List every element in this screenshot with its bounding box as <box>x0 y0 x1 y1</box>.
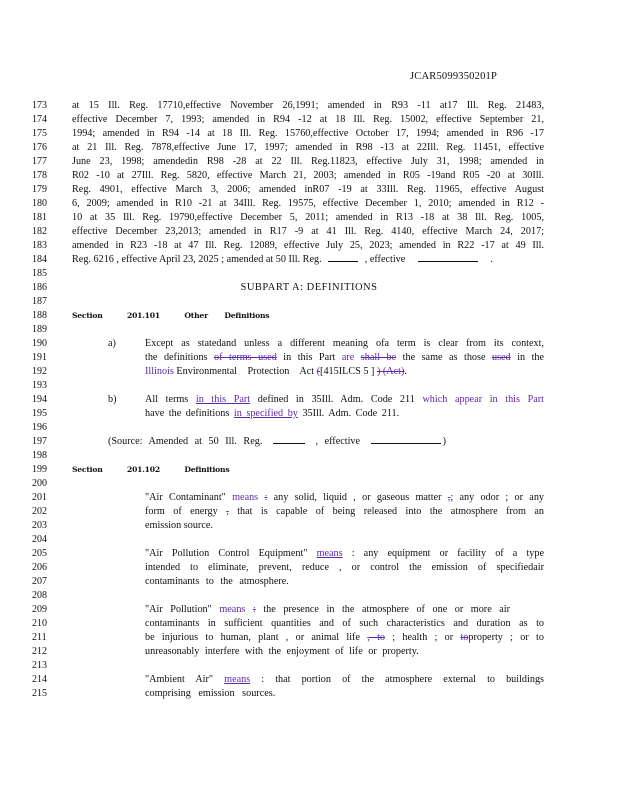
def-air-pollution-control-205: 205 "Air Pollution Control Equipment" means : any equipment or facility of a type <box>32 548 544 559</box>
def-air-contaminant-201: 201 "Air Contaminant" means : any solid, liquid , or gaseous matter ,; any odor ; or any <box>32 492 544 503</box>
inserted-text: means <box>219 604 246 615</box>
source-note: 197 (Source: Amended at 50 Ill. Reg. , effective ) <box>32 436 446 447</box>
history-line <box>0 225 618 239</box>
para-a-line-190: 190 a) Except as statedand unless a different meaning ofa term is clear from its context, <box>32 338 544 349</box>
inserted-text: which appear in this Part <box>422 394 544 405</box>
history-text: at 15 Ill. Reg. 17710,effective November 26,1991; amended in R93 -11 at17 Ill. Reg. 21483, <box>72 100 544 111</box>
inserted-text: in this Part <box>195 394 251 405</box>
line-187: 187 <box>32 296 47 307</box>
blank-effective-date <box>418 261 478 262</box>
line-number: 183 <box>32 240 47 251</box>
history-line <box>0 113 618 127</box>
para-b-line-195: 195 have the definitions in specified by 35Ill. Adm. Code 211. <box>32 408 400 419</box>
history-text: effective December 23,2013; amended in R17 -9 at 41 Ill. Reg. 4140, effective March 24, 2017; <box>72 226 544 237</box>
para-a-line-192: 192 Illinois Environmental Protection Act ([415ILCS 5 ] ) (Act). <box>32 366 407 377</box>
deleted-text: , <box>226 506 229 517</box>
history-line <box>0 99 618 113</box>
deleted-text: ( <box>316 366 321 377</box>
line-number: 181 <box>32 212 47 223</box>
history-line <box>0 239 618 253</box>
history-line <box>0 141 618 155</box>
def-ambient-air-214: 214 "Ambient Air" means : that portion of the atmosphere external to buildings <box>32 674 544 685</box>
deleted-text: ) (Act) <box>376 366 405 377</box>
deleted-text: shall be <box>360 352 397 363</box>
line-193: 193 <box>32 380 47 391</box>
deleted-text: : <box>252 604 256 615</box>
def-air-contaminant-203: 203 emission source. <box>32 520 213 531</box>
def-air-pollution-control-206: 206 intended to eliminate, prevent, reduce , or control the emission of specifiedair <box>32 562 544 573</box>
def-air-contaminant-202: 202 form of energy , that is capable of being released into the atmosphere from an <box>32 506 544 517</box>
subpart-heading: SUBPART A: DEFINITIONS <box>240 282 378 293</box>
history-line <box>0 155 618 169</box>
line-number: 175 <box>32 128 47 139</box>
line-213: 213 <box>32 660 47 671</box>
def-air-pollution-210: 210 contaminants in sufficient quantities and of such characteristics and duration as to <box>32 618 544 629</box>
para-b-marker: b) <box>108 394 117 405</box>
line-200: 200 <box>32 478 47 489</box>
history-text: June 23, 1998; amendedin R98 -28 at 22 Ill. Reg.11823, effective July 31, 1998; amended in <box>72 156 544 167</box>
blank-effective-date <box>371 443 441 444</box>
history-text: Reg. 4901, effective March 3, 2006; amended inR07 -19 at 33Ill. Reg. 11965, effective August <box>72 184 544 195</box>
inserted-text: Illinois <box>145 366 174 377</box>
para-b-line-194: 194 b) All terms in this Part defined in 35Ill. Adm. Code 211 which appear in this Part <box>32 394 544 405</box>
line-number: 180 <box>32 198 47 209</box>
inserted-text: are <box>341 352 355 363</box>
line-number: 184 <box>32 254 47 265</box>
para-a-marker: a) <box>108 338 116 349</box>
def-ambient-air-215: 215 comprising emission sources. <box>32 688 276 699</box>
history-text: at 21 Ill. Reg. 7878,effective June 17, 1997; amended in R98 -13 at 22Ill. Reg. 11451, effective <box>72 142 544 153</box>
line-208: 208 <box>32 590 47 601</box>
deleted-text: : <box>264 492 268 503</box>
history-text: 10 at 35 Ill. Reg. 19790,effective December 5, 2011; amended in R13 -18 at 38 Ill. Reg. 1005, <box>72 212 544 223</box>
section-201-101-heading: 188 Section 201.101 Other Definitions <box>32 310 270 321</box>
line-204: 204 <box>32 534 47 545</box>
deleted-text: , to <box>367 632 385 643</box>
history-line <box>0 211 618 225</box>
deleted-text: , <box>447 492 451 503</box>
line-189: 189 <box>32 324 47 335</box>
history-text: 6, 2009; amended in R10 -21 at 34Ill. Reg. 19575, effective December 1, 2010; amended in R12 - <box>72 198 544 209</box>
history-text: R02 -10 at 27Ill. Reg. 5820, effective March 21, 2003; amended in R05 -19and R05 -20 at 30Ill. <box>72 170 544 181</box>
history-text: effective December 7, 1993; amended in R94 -12 at 18 Ill. Reg. 15002, effective September 21, <box>72 114 544 125</box>
line-185: 185 <box>32 268 47 279</box>
line-number: 174 <box>32 114 47 125</box>
history-line <box>0 183 618 197</box>
blank-reg-number <box>328 261 358 262</box>
def-air-pollution-211: 211 be injurious to human, plant , or animal life , to ; health ; or toproperty ; or to <box>32 632 544 643</box>
inserted-text: means <box>316 548 343 559</box>
document-id: JCAR5099350201P <box>410 71 498 82</box>
line-196: 196 <box>32 422 47 433</box>
history-line-184: 184 Reg. 6216 , effective April 23, 2025 ; amended at 50 Ill. Reg. , effective . <box>32 254 493 265</box>
history-line <box>0 197 618 211</box>
deleted-text: of terms used <box>214 352 277 363</box>
subpart-heading-line: 186 SUBPART A: DEFINITIONS <box>0 281 618 295</box>
deleted-text: to <box>460 632 469 643</box>
inserted-text: means <box>232 492 259 503</box>
history-text: amended in R23 -18 at 47 Ill. Reg. 12089, effective July 25, 2023; amended in R22 -17 at 49 Ill. <box>72 240 544 251</box>
para-a-line-191: 191 the definitions of terms used in this Part are shall be the same as those used in the <box>32 352 544 363</box>
def-air-pollution-control-207: 207 contaminants to the atmosphere. <box>32 576 289 587</box>
def-air-pollution-209: 209 "Air Pollution" means : the presence in the atmosphere of one or more air <box>32 604 511 615</box>
line-number: 176 <box>32 142 47 153</box>
line-198: 198 <box>32 450 47 461</box>
inserted-text: in specified by <box>233 408 298 419</box>
history-line <box>0 169 618 183</box>
def-air-pollution-212: 212 unreasonably interfere with the enjoyment of life or property. <box>32 646 419 657</box>
history-line <box>0 127 618 141</box>
line-number: 173 <box>32 100 47 111</box>
line-number: 178 <box>32 170 47 181</box>
line-number: 179 <box>32 184 47 195</box>
history-text: 1994; amended in R94 -14 at 18 Ill. Reg. 15760,effective October 17, 1994; amended in R96 -17 <box>72 128 544 139</box>
section-201-102-heading: 199 Section 201.102 Definitions <box>32 464 230 475</box>
inserted-text: means <box>224 674 251 685</box>
line-number: 177 <box>32 156 47 167</box>
line-number: 182 <box>32 226 47 237</box>
deleted-text: used <box>492 352 511 363</box>
blank-reg-number <box>273 443 305 444</box>
